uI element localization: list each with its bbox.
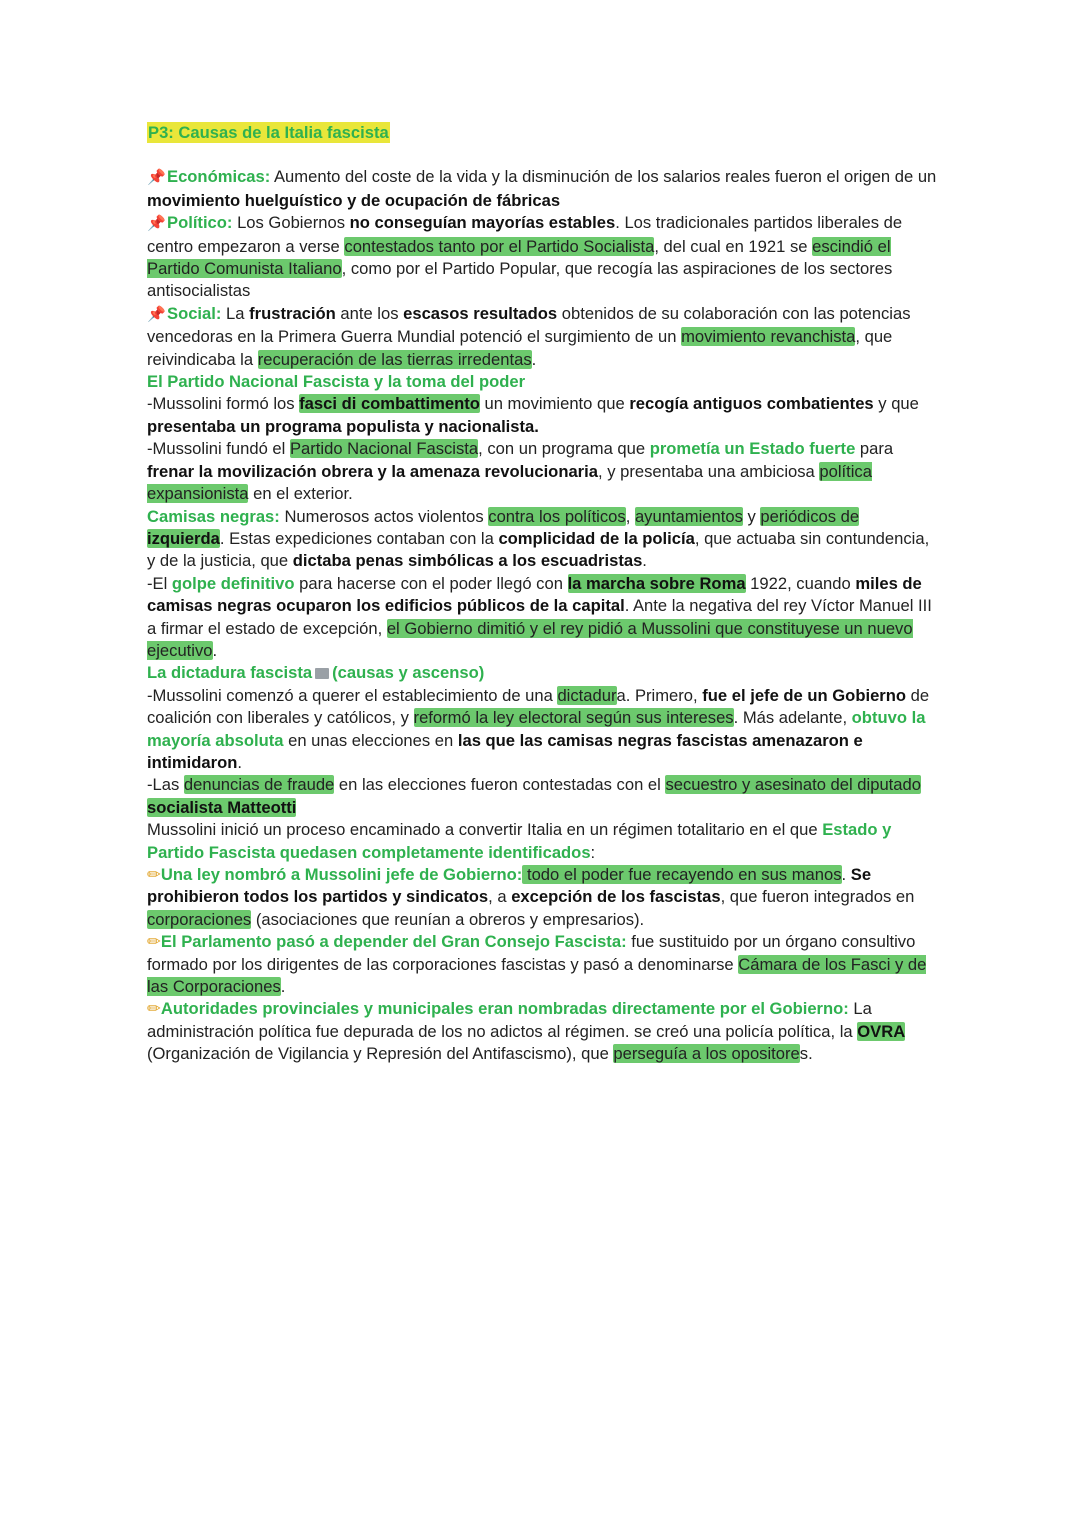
paragraph-parlamento: ✏El Parlamento pasó a depender del Gran Consejo Fascista: fue sustituido por un órgano consultivo formado por los dirigentes de las corporaciones fascistas y pasó a denominarse Cámara de los Fasci y de las Corporaciones. bbox=[147, 932, 927, 997]
pencil-icon: ✏ bbox=[147, 865, 161, 884]
paragraph-pnf: -Mussolini fundó el Partido Nacional Fascista, con un programa que prometía un Estado fuerte para frenar la movilización obrera y la amenaza revolucionaria, y presentaba una ambiciosa política expansionista en el exterior. bbox=[147, 439, 894, 504]
cause-economic: 📌Económicas: Aumento del coste de la vida y la disminución de los salarios reales fueron el origen de un movimiento huelguístico y de ocupación de fábricas bbox=[147, 167, 937, 210]
paragraph-autoridades: ✏Autoridades provinciales y municipales eran nombradas directamente por el Gobierno: La administración política fue depurada de los no adictos al régimen. se creó una policía política, la OVRA (Organización de Vigilancia y Represión del Antifascismo), que perseguía a los opositores. bbox=[147, 999, 906, 1064]
pencil-icon: ✏ bbox=[147, 999, 161, 1019]
cause-political: 📌Político: Los Gobiernos no conseguían mayorías estables. Los tradicionales partidos liberales de centro empezaron a verse contestados tanto por el Partido Socialista, del cual en 1921 se escindió el Partido Comunista Italiano, como por el Partido Popular, que recogía las aspiraciones de los sectores antisocialistas bbox=[147, 213, 903, 301]
document-page bbox=[147, 122, 937, 1066]
pushpin-icon: 📌 bbox=[147, 305, 166, 323]
cause-social: 📌Social: La frustración ante los escasos resultados obtenidos de su colaboración con las potencias vencedoras en la Primera Guerra Mundial potenció el surgimiento de un movimiento revanchista, que reivindicaba la recuperación de las tierras irredentas. bbox=[147, 303, 911, 369]
paragraph-camisas-negras: Camisas negras: Numerosos actos violentos contra los políticos, ayuntamientos y periódicos de izquierda. Estas expediciones contaban con la complicidad de la policía, que actuaba sin contundencia, y de la justicia, que dictaba penas simbólicas a los escuadristas. bbox=[147, 506, 930, 571]
paragraph-marcha-roma: -El golpe definitivo para hacerse con el poder llegó con la marcha sobre Roma 1922, cuando miles de camisas negras ocuparon los edificios públicos de la capital. Ante la negativa del rey Víctor Manuel III a firmar el estado de excepción, el Gobierno dimitió y el rey pidió a Mussolini que constituyese un nuevo ejecutivo. bbox=[147, 573, 932, 660]
paragraph-totalitario: Mussolini inició un proceso encaminado a convertir Italia en un régimen totalitario en el que Estado y Partido Fascista quedasen completamente identificados: bbox=[147, 820, 892, 862]
folder-icon bbox=[315, 668, 329, 679]
section-heading-pnf: El Partido Nacional Fascista y la toma del poder bbox=[147, 372, 526, 392]
page-title: P3: Causas de la Italia fascista bbox=[148, 123, 389, 142]
paragraph-matteotti: -Las denuncias de fraude en las elecciones fueron contestadas con el secuestro y asesinato del diputado socialista Matteotti bbox=[147, 775, 921, 817]
paragraph-ley-jefe: ✏Una ley nombró a Mussolini jefe de Gobierno: todo el poder fue recayendo en sus manos. Se prohibieron todos los partidos y sindicatos, a excepción de los fascistas, que fueron integrados en corporaciones (asociaciones que reunían a obreros y empresarios). bbox=[147, 865, 915, 929]
section-heading-dictadura: La dictadura fascista (causas y ascenso) bbox=[147, 663, 485, 683]
pushpin-icon: 📌 bbox=[147, 215, 166, 233]
paragraph-fasci: -Mussolini formó los fasci di combattimento un movimiento que recogía antiguos combatientes y que presentaba un programa populista y nacionalista. bbox=[147, 394, 919, 436]
title-block bbox=[147, 122, 937, 144]
pencil-icon: ✏ bbox=[147, 932, 161, 952]
pushpin-icon: 📌 bbox=[147, 169, 166, 187]
paragraph-dictadura: -Mussolini comenzó a querer el establecimiento de una dictadura. Primero, fue el jefe de un Gobierno de coalición con liberales y católicos, y reformó la ley electoral según sus intereses. Más adelante, obtuvo la mayoría absoluta en unas elecciones en las que las camisas negras fascistas amenazaron e intimidaron. bbox=[147, 685, 930, 772]
